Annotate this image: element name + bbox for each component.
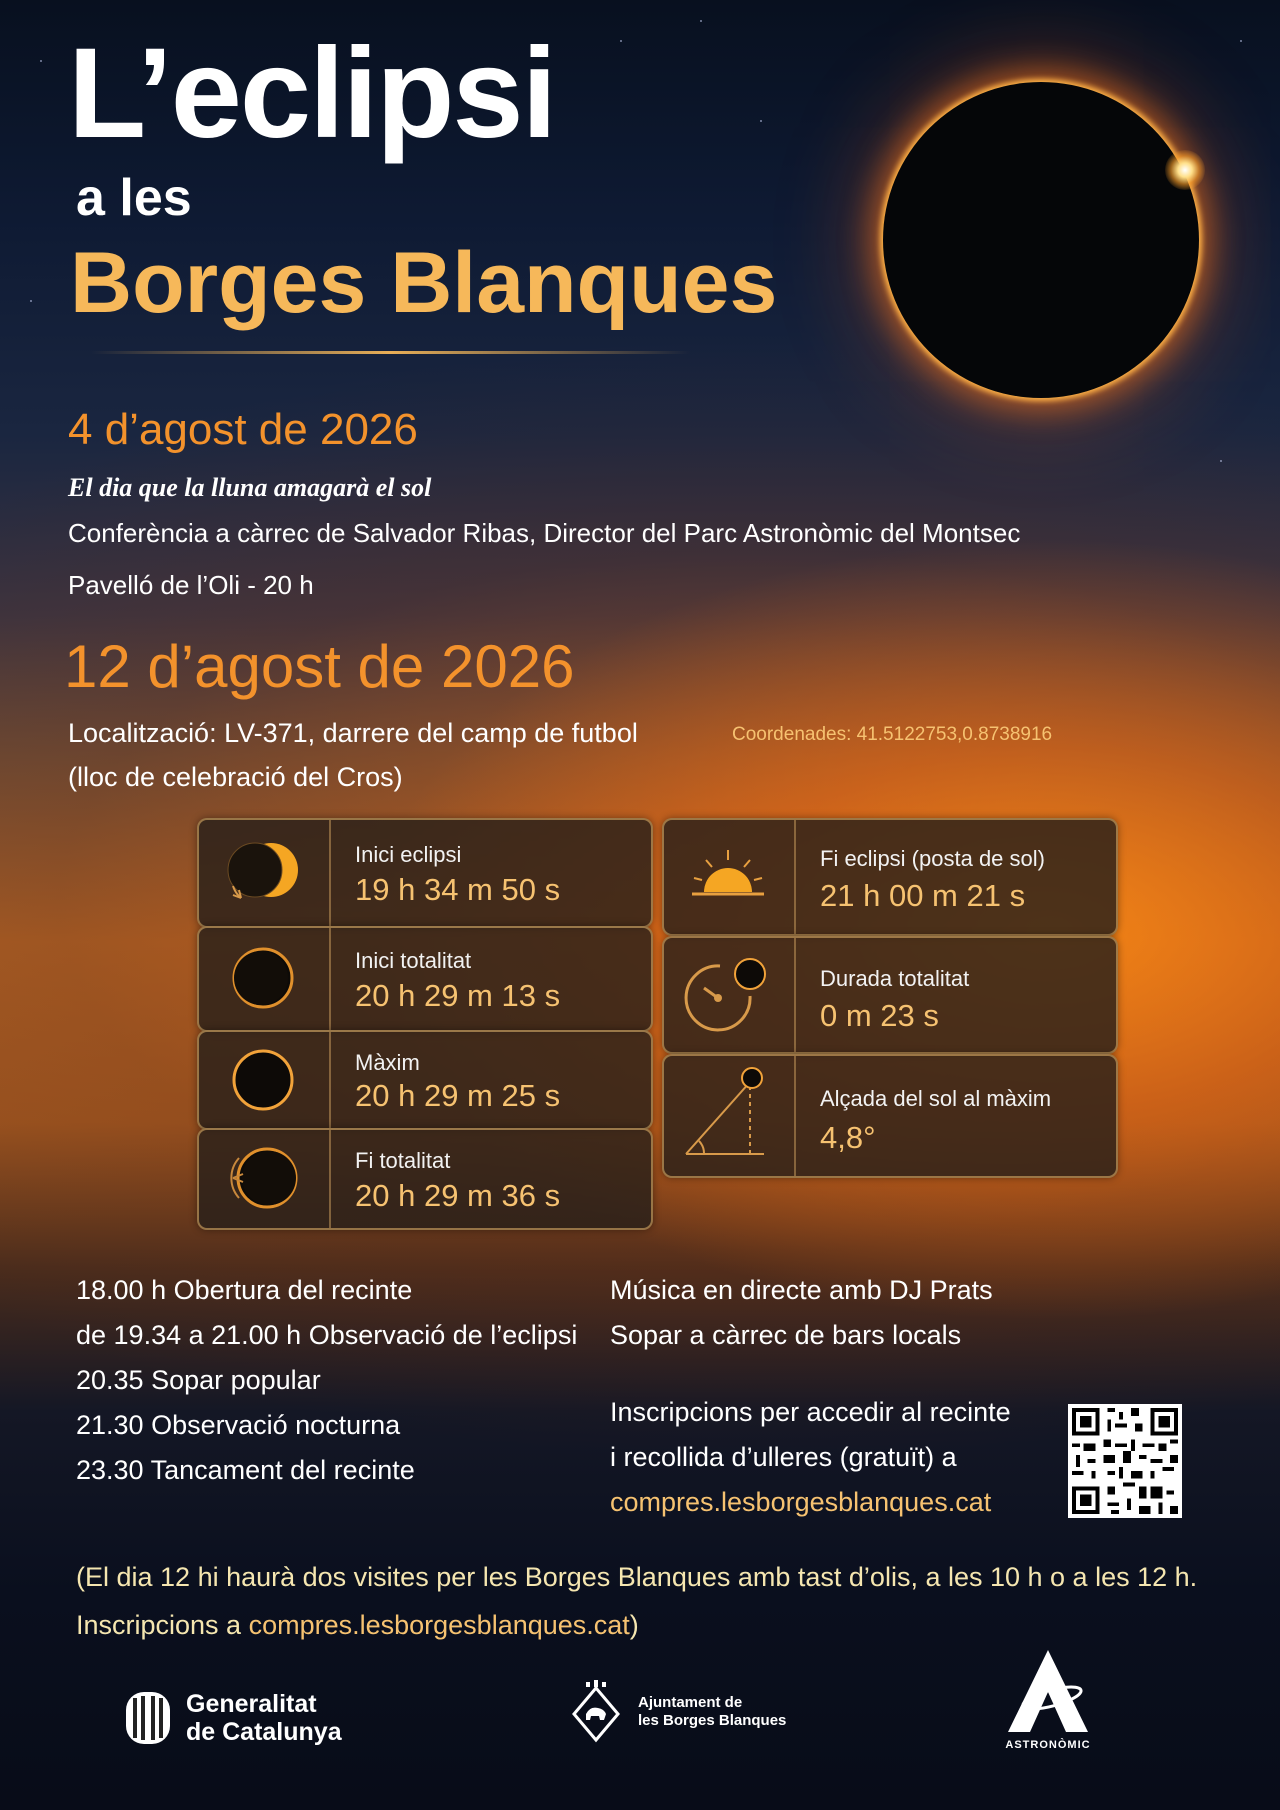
card-label: Inici eclipsi <box>355 842 462 867</box>
event1-date: 4 d’agost de 2026 <box>68 405 418 454</box>
astronomic-a-icon <box>1000 1646 1096 1738</box>
sun-altitude-icon <box>664 1056 796 1176</box>
generalitat-line2: de Catalunya <box>186 1718 342 1746</box>
card-value: 21 h 00 m 21 s <box>820 878 1026 913</box>
title-divider <box>90 351 690 354</box>
card-label: Alçada del sol al màxim <box>820 1086 1052 1111</box>
eclipse-image <box>883 82 1199 398</box>
card-alcada-sol <box>662 1054 1118 1178</box>
schedule-item: 23.30 Tancament del recinte <box>76 1455 415 1485</box>
totality-end-icon <box>199 1130 331 1228</box>
maximum-eclipse-icon <box>199 1032 331 1128</box>
star <box>30 300 32 302</box>
ajuntament-logo <box>568 1680 786 1744</box>
visits-note <box>76 1553 1197 1649</box>
partial-eclipse-icon <box>199 820 331 926</box>
note-suffix: ) <box>629 1610 639 1640</box>
event2-location-line1: Localització: LV-371, darrere del camp de futbol <box>68 718 638 748</box>
registration-link[interactable]: compres.lesborgesblanques.cat <box>610 1487 992 1517</box>
generalitat-line1: Generalitat <box>186 1690 317 1718</box>
card-value: 19 h 34 m 50 s <box>355 872 561 907</box>
ajuntament-line2: les Borges Blanques <box>638 1712 787 1729</box>
stopwatch-icon <box>664 938 796 1052</box>
card-fi-totalitat <box>197 1128 653 1230</box>
star <box>700 20 702 22</box>
diamond-ring-flare <box>1165 150 1205 190</box>
card-label: Inici totalitat <box>355 948 472 973</box>
schedule-item: de 19.34 a 21.00 h Observació de l’eclipsi <box>76 1320 578 1350</box>
card-value: 20 h 29 m 25 s <box>355 1078 561 1113</box>
event1-talk: Conferència a càrrec de Salvador Ribas, Director del Parc Astronòmic del Montsec <box>68 518 1021 548</box>
registration-line1: Inscripcions per accedir al recinte <box>610 1397 1011 1427</box>
registration-info <box>610 1390 1011 1525</box>
extras-item: Música en directe amb DJ Prats <box>610 1275 993 1305</box>
card-label: Fi totalitat <box>355 1148 451 1173</box>
sunset-icon <box>664 820 796 934</box>
qr-code[interactable] <box>1068 1404 1182 1518</box>
card-value: 0 m 23 s <box>820 998 939 1033</box>
note-link[interactable]: compres.lesborgesblanques.cat <box>248 1610 630 1640</box>
note-prefix: Inscripcions a <box>76 1610 249 1640</box>
ajuntament-line1: Ajuntament de <box>638 1694 743 1711</box>
card-value: 20 h 29 m 36 s <box>355 1178 561 1213</box>
title-line-2: a les <box>76 169 192 227</box>
star <box>620 40 622 42</box>
card-inici-eclipsi <box>197 818 653 928</box>
star <box>760 120 762 122</box>
astronomic-logo <box>998 1646 1098 1751</box>
schedule-list <box>76 1268 577 1493</box>
registration-line2: i recollida d’ulleres (gratuït) a <box>610 1442 957 1472</box>
star <box>40 60 42 62</box>
card-value: 20 h 29 m 13 s <box>355 978 561 1013</box>
event1-tagline: El dia que la lluna amagarà el sol <box>68 473 432 502</box>
schedule-item: 21.30 Observació nocturna <box>76 1410 401 1440</box>
totality-start-icon <box>199 928 331 1030</box>
note-line2 <box>76 1601 1197 1649</box>
card-inici-totalitat <box>197 926 653 1032</box>
card-label: Màxim <box>355 1050 420 1075</box>
card-fi-eclipsi <box>662 818 1118 936</box>
schedule-item: 18.00 h Obertura del recinte <box>76 1275 413 1305</box>
title-line-1: L’eclipsi <box>68 22 556 165</box>
card-label: Fi eclipsi (posta de sol) <box>820 846 1045 871</box>
event1-place: Pavelló de l’Oli - 20 h <box>68 570 314 600</box>
generalitat-logo <box>124 1690 342 1746</box>
card-durada-totalitat <box>662 936 1118 1054</box>
star <box>1220 460 1222 462</box>
star <box>1240 40 1242 42</box>
generalitat-emblem-icon <box>124 1690 172 1746</box>
extras-item: Sopar a càrrec de bars locals <box>610 1320 962 1350</box>
title-line-3: Borges Blanques <box>70 235 778 331</box>
schedule-item: 20.35 Sopar popular <box>76 1365 321 1395</box>
event2-location-line2: (lloc de celebració del Cros) <box>68 762 403 792</box>
astronomic-text: ASTRONÒMIC <box>1005 1739 1091 1751</box>
event2-date: 12 d’agost de 2026 <box>64 633 575 700</box>
note-line1: (El dia 12 hi haurà dos visites per les Borges Blanques amb tast d’olis, a les 10 h o a les 12 h. <box>76 1562 1198 1592</box>
card-value: 4,8° <box>820 1120 876 1155</box>
extras-list <box>610 1268 993 1358</box>
card-maxim <box>197 1030 653 1130</box>
card-label: Durada totalitat <box>820 966 970 991</box>
ajuntament-shield-icon <box>568 1680 624 1744</box>
event2-coordinates: Coordenades: 41.5122753,0.8738916 <box>732 724 1053 745</box>
